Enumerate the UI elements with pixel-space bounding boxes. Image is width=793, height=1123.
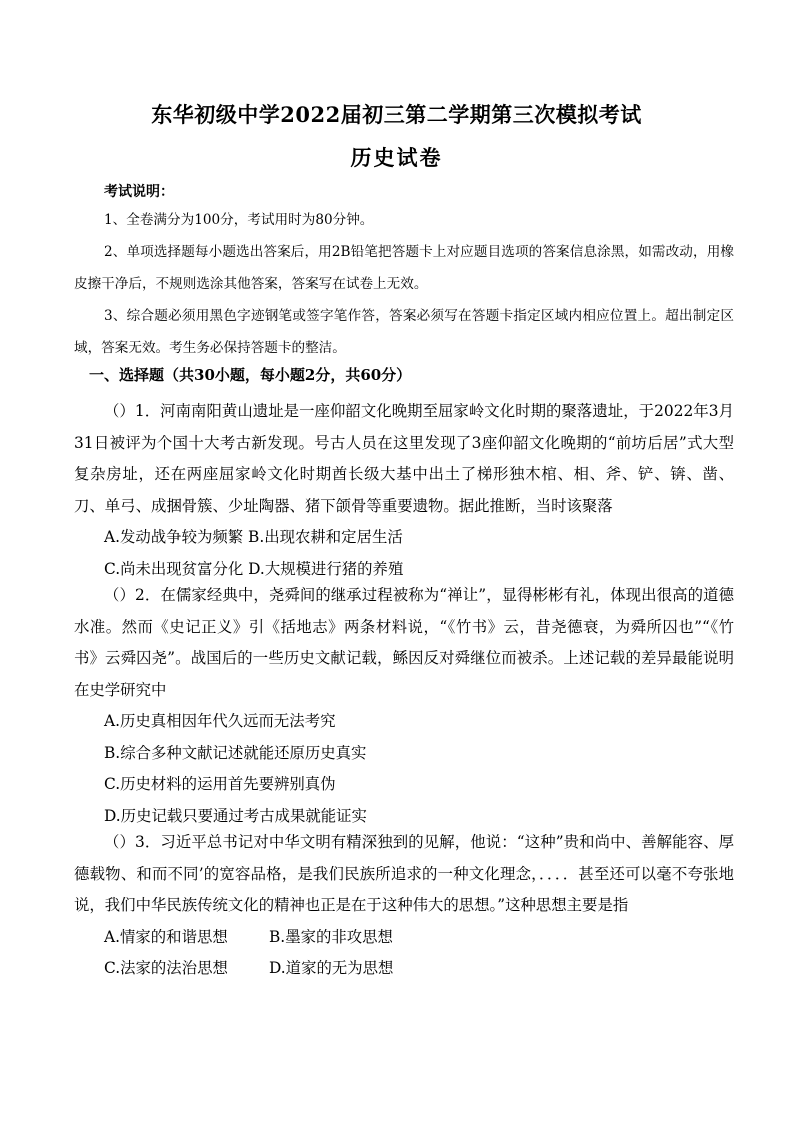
exam-notes-heading: 考试说明： [104, 184, 174, 200]
option-b: B.墨家的非攻思想 [269, 927, 393, 946]
option-c: C.法家的法治思想 [104, 959, 228, 977]
question-1 [74, 396, 734, 585]
option-row [74, 922, 734, 954]
option-line: A.发动战争较为频繁 B.出现农耕和定居生活 [104, 528, 403, 546]
question-2 [74, 580, 734, 832]
exam-note-3 [74, 300, 734, 364]
option-row [74, 953, 734, 985]
question-stem: （）1．河南南阳黄山遗址是一座仰韶文化晚期至屈家岭文化时期的聚落遗址，于2022年3月31日被评为个国十大考古新发现。号古人员在这里发现了3座仰韶文化晚期的“前坊后居”式大型复杂房址，还在两座屈家岭文化时期酋长级大基中出土了梯形独木棺、相、斧、铲、锛、凿、刀、单弓、成捆骨簇、少址陶器、猪下颌骨等重要遗物。据此推断，当时该聚落 [74, 402, 734, 515]
question-3 [74, 827, 734, 985]
option-a: A.历史真相因年代久远而无法考究 [104, 712, 336, 730]
exam-note-text: 3、综合题必须用黑色字迹钢笔或签字笔作答，答案必须写在答题卡指定区域内相应位置上。超出制定区域，答案无效。考生务必保持答题卡的整洁。 [74, 308, 734, 356]
section-title: 一、选择题（共30小题，每小题2分，共60分） [89, 366, 412, 384]
question-stem: （）3．习近平总书记对中华文明有精深独到的见解，他说：“这种”贵和尚中、善解能容、厚德载物、和而不同’的宽容品格，是我们民族所追求的一种文化理念，．．．．甚至还可以毫不夸张地说，我们中华民族传统文化的精神也正是在于这种伟大的思想。”这种思想主要是指 [74, 833, 734, 914]
option-line: C.尚未出现贫富分化 D.大规模进行猪的养殖 [104, 559, 404, 578]
exam-note-2 [74, 236, 734, 300]
exam-subtitle: 历史试卷 [350, 145, 443, 170]
option-b: B.综合多种文献记述就能还原历史真实 [104, 743, 367, 762]
exam-note-text: 2、单项选择题每小题选出答案后，用2B铅笔把答题卡上对应题目选项的答案信息涂黑，如需改动，用橡皮擦干净后，不规则选涂其他答案，答案写在试卷上无效。 [74, 244, 734, 292]
option-d: D.历史记载只要通过考古成果就能证实 [104, 806, 367, 825]
option-a: A.情家的和谐思想 [104, 927, 228, 946]
exam-note-text: 1、全卷满分为100分，考试用时为80分钟。 [104, 212, 374, 228]
exam-note-1 [74, 204, 734, 236]
question-stem: （）2．在儒家经典中，尧舜间的继承过程被称为“禅让”，显得彬彬有礼，体现出很高的道德水准。然而《史记正义》引《括地志》两条材料说，“《竹书》云，昔尧德衰，为舜所囚也”“《竹书》云舜囚尧”。战国后的一些历史文献记载，鲧因反对舜继位而被杀。上述记载的差异最能说明在史学研究中 [74, 586, 734, 699]
option-c: C.历史材料的运用首先要辨别真伪 [104, 775, 336, 793]
exam-title: 东华初级中学2022届初三第二学期第三次模拟考试 [151, 102, 642, 127]
option-d: D.道家的无为思想 [269, 959, 394, 977]
